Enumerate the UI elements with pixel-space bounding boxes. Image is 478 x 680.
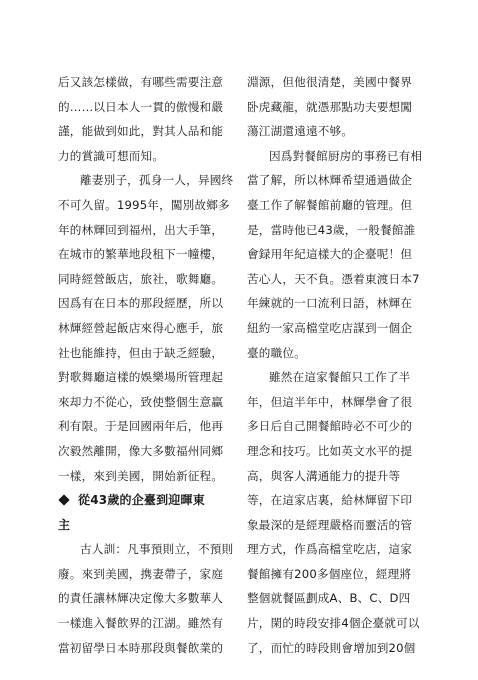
text-line: 來却力不從心，致使整個生意贏 bbox=[58, 394, 224, 409]
text-line: 謹，能做到如此，對其人品和能 bbox=[58, 124, 224, 139]
text-line: 一樣，來到美國，開始新征程。 bbox=[58, 468, 224, 483]
text-line: 理念和技巧。比如英文水平的提 bbox=[247, 443, 413, 458]
text-line: 當初留學日本時那段與餐飲業的 bbox=[58, 640, 224, 655]
text-line: 利有限。于是回國兩年后，他再 bbox=[58, 419, 224, 434]
text-line: 社也能維持，但由于缺乏經驗， bbox=[58, 345, 224, 360]
text-line: 同時經營飯店，旅社，歌舞廳。 bbox=[58, 271, 224, 286]
text-line: 不可久留。1995年，闖別故鄉多 bbox=[58, 197, 230, 212]
text-line: 整個就餐區劃成A、B、C、D四 bbox=[247, 591, 411, 606]
paragraph-start-line: 古人訓：凡事預則立，不預則 bbox=[80, 542, 234, 557]
text-line: 對歌舞廳這樣的娛樂場所管理起 bbox=[58, 370, 224, 385]
text-line: 一樣進入餐飲界的江湖。雖然有 bbox=[58, 616, 224, 631]
text-line: 當了解，所以林輝希望通過做企 bbox=[247, 173, 413, 188]
text-line: 多日后自己開餐館時必不可少的 bbox=[247, 419, 413, 434]
diamond-bullet-icon bbox=[58, 494, 69, 505]
text-line: 在城市的繁華地段租下一幢樓， bbox=[58, 247, 224, 262]
text-line: 會録用年紀這樣大的企臺呢！但 bbox=[247, 247, 413, 262]
text-line: 的責任讓林輝决定像大多數華人 bbox=[58, 591, 224, 606]
text-line: 高，與客人溝通能力的提升等 bbox=[247, 468, 401, 483]
text-line: 林輝經營起飯店來得心應手，旅 bbox=[58, 320, 224, 335]
text-line: 餐館擁有200多個座位，經理將 bbox=[247, 566, 412, 581]
section-heading-text: 從43歲的企臺到迎暉東 bbox=[78, 493, 205, 508]
text-line: 的……以日本人一貫的傲慢和嚴 bbox=[58, 99, 224, 114]
text-line: 廢。來到美國，携妻帶子，家庭 bbox=[58, 566, 224, 581]
paragraph-start-line: 因爲對餐館厨房的事務已有相 bbox=[269, 148, 423, 163]
section-heading bbox=[58, 488, 240, 513]
left-column bbox=[58, 70, 240, 660]
text-line: 次毅然離開，像大多數福州同鄉 bbox=[58, 443, 224, 458]
text-line: 年的林輝回到福州，出大手筆， bbox=[58, 222, 224, 237]
text-line: 是，當時他已43歲，一般餐館誰 bbox=[247, 222, 416, 237]
text-line: 紐約一家高檔堂吃店謀到一個企 bbox=[247, 320, 413, 335]
text-line: 年練就的一口流利日語，林輝在 bbox=[247, 296, 413, 311]
text-line: 等，在這家店裏，給林輝留下印 bbox=[247, 493, 413, 508]
text-line: 淵源，但他很清楚，美國中餐界 bbox=[247, 75, 413, 89]
section-heading-continued: 主 bbox=[58, 517, 71, 532]
text-line: 臺的職位。 bbox=[247, 345, 306, 360]
paragraph-start-line: 離妻別子，孤身一人，异國终 bbox=[80, 173, 234, 188]
text-line: 理方式，作爲高檔堂吃店，這家 bbox=[247, 542, 413, 557]
text-line: 苦心人，天不負。憑着東渡日本7 bbox=[247, 271, 420, 286]
text-line: 臺工作了解餐館前廳的管理。但 bbox=[247, 197, 413, 212]
text-line: 卧虎藏龍，就憑那點功夫要想闖 bbox=[247, 99, 413, 114]
text-line: 了，而忙的時段則會增加到20個 bbox=[247, 640, 416, 655]
text-line: 力的賞識可想而知。 bbox=[58, 148, 165, 163]
text-line: 片，閑的時段安排4個企臺就可以 bbox=[247, 616, 420, 631]
text-line: 象最深的是經理嚴格而靈活的管 bbox=[247, 517, 413, 532]
right-column bbox=[247, 70, 429, 660]
text-line: 年，但這半年中，林輝學會了很 bbox=[247, 394, 413, 409]
text-line: 蕩江湖還遠遠不够。 bbox=[247, 124, 354, 139]
text-line: 后又該怎樣做，有哪些需要注意 bbox=[58, 75, 224, 89]
paragraph-start-line: 雖然在這家餐館只工作了半 bbox=[269, 370, 411, 385]
text-line: 因爲有在日本的那段經歷，所以 bbox=[58, 296, 224, 311]
